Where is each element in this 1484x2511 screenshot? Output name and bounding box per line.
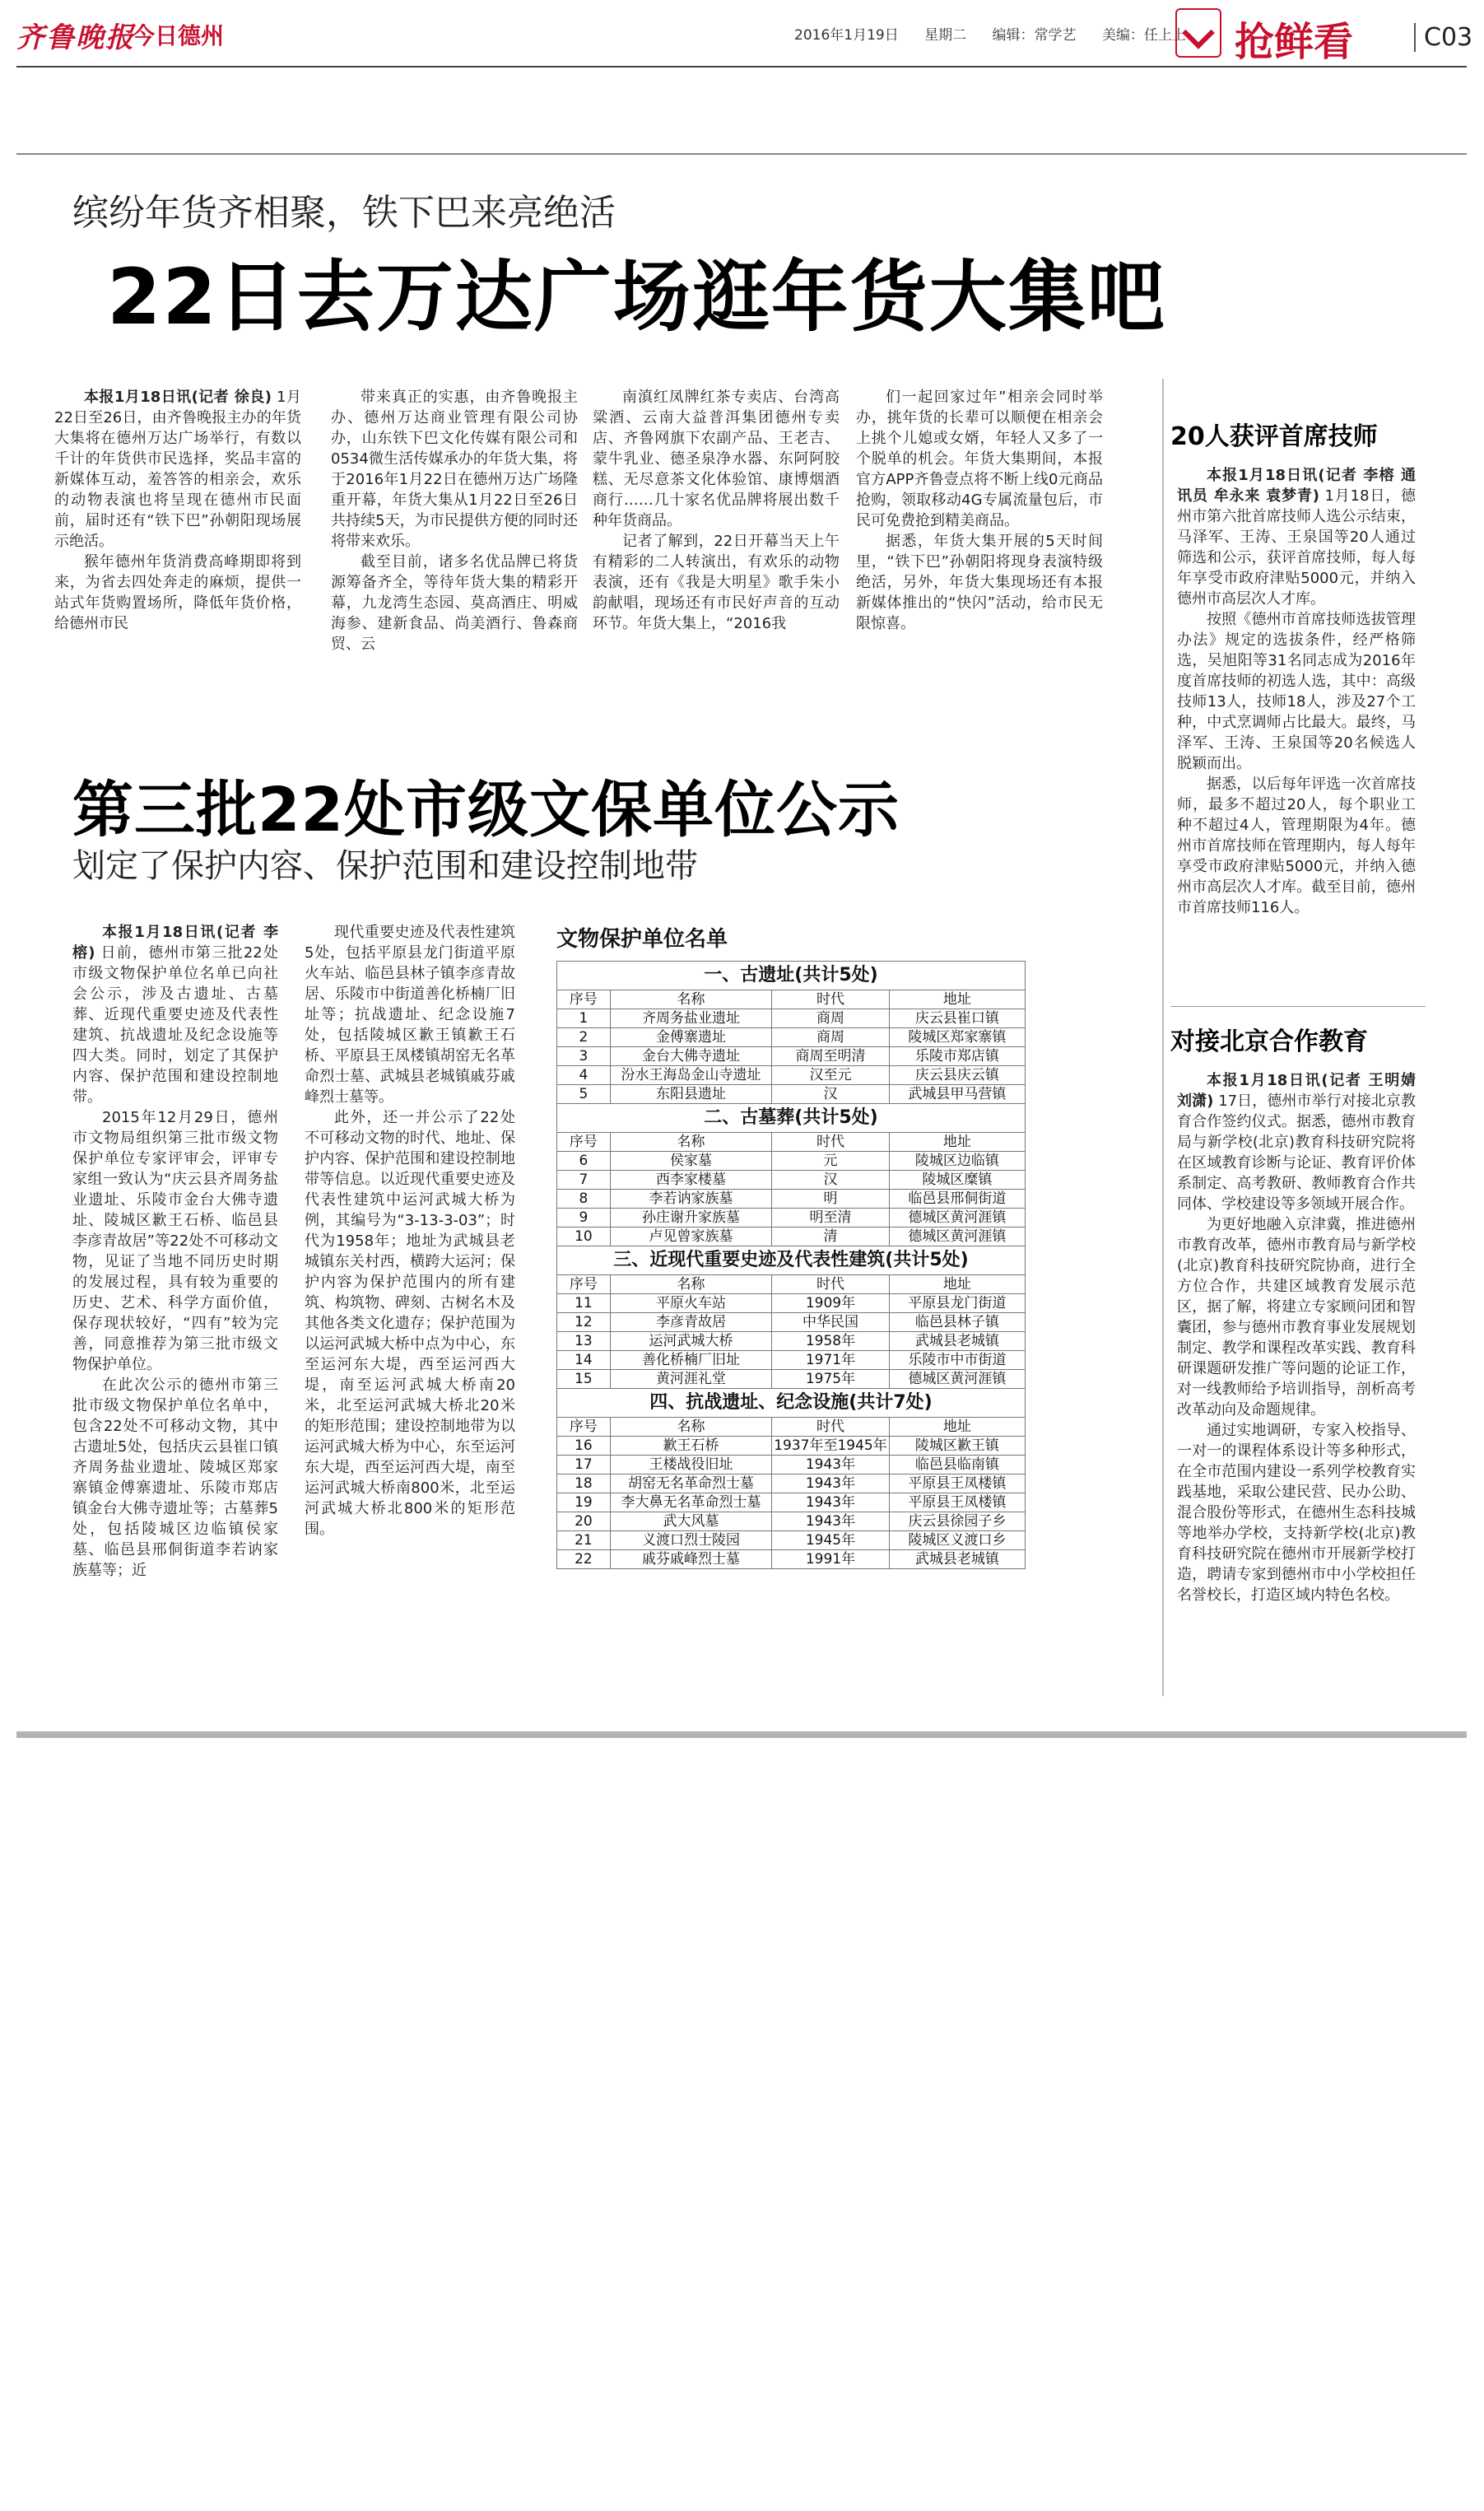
table-cell-name: 东阳县遗址 [610,1085,771,1104]
table-cell-name: 武大风墓 [610,1512,771,1531]
story1-col3-text: 南滇红凤牌红茶专卖店、台湾高粱酒、云南大益普洱集团德州专卖店、齐鲁网旗下农副产品、王老吉、蒙牛乳业、德圣泉净水器、东阿阿胶糕、无尽意茶文化体验馆、康博烟酒商行……几十家名优品牌将展出数千种年货商品。 [593,389,840,529]
table-cell-addr: 武城县老城镇 [889,1332,1025,1351]
table-cell-name: 李若讷家族墓 [610,1190,771,1209]
table-header-name: 名称 [610,990,771,1009]
table-cell-era: 明至清 [772,1209,890,1228]
table-header-era: 时代 [772,1275,890,1294]
table-cell-addr: 平原县王凤楼镇 [889,1493,1025,1512]
table-row [557,1437,1026,1456]
table-cell-name: 李彦青故居 [610,1313,771,1332]
issue-date: 2016年1月19日 [794,27,899,44]
story2-col2-text2: 此外，还一并公示了22处不可移动文物的时代、地址、保护内容、保护范围和建设控制地带等信息。以近现代重要史迹及代表性建筑中运河武城大桥为例，其编号为“3-13-3-03”；时代为1958年；地址为武城县老城镇东关村西，横跨大运河；保护内容为保护范围内的所有建筑、构筑物、碑刻、古树名木及其他各类文化遗存；保护范围为以运河武城大桥中点为中心，东至运河东大堤，西至运河西大堤，南至运河武城大桥南20米，北至运河武城大桥北20米的矩形范围；建设控制地带为以运河武城大桥为中心，东至运河东大堤，西至运河西大堤，南至运河武城大桥南800米，北至运河武城大桥北800米的矩形范围。 [305,1109,515,1538]
table-cell-addr: 庆云县徐园子乡 [889,1512,1025,1531]
table-row [557,1512,1026,1531]
table-header-era: 时代 [772,1133,890,1152]
table-cell-era: 元 [772,1152,890,1171]
table-cell-era: 1971年 [772,1351,890,1370]
weekday: 星期二 [924,27,967,44]
editor-credit: 编辑：常学艺 [992,27,1077,44]
table-cell-era: 1937年至1945年 [772,1437,890,1456]
side1-text2: 按照《德州市首席技师选拔管理办法》规定的选拔条件，经严格筛选，吴旭阳等31名同志成为2016年度首席技师的初选人选，其中：高级技师13人，技师18人，涉及27个工种，中式烹调师占比最大。最终，马泽军、王涛、王泉国等20名候选人脱颖而出。 [1177,611,1416,772]
table-cell-name: 卢见曾家族墓 [610,1228,771,1246]
table-cell-no: 2 [557,1028,611,1047]
side1-title: 20人获评首席技师 [1170,422,1378,451]
table-cell-era: 1991年 [772,1550,890,1569]
table-cell-addr: 乐陵市郑店镇 [889,1047,1025,1066]
table-header-no: 序号 [557,1133,611,1152]
table-header-no: 序号 [557,1275,611,1294]
table-cell-no: 5 [557,1085,611,1104]
table-cell-no: 22 [557,1550,611,1569]
table-cell-addr: 武城县甲马营镇 [889,1085,1025,1104]
table-cell-addr: 武城县老城镇 [889,1550,1025,1569]
table-row [557,1171,1026,1190]
table-cell-no: 7 [557,1171,611,1190]
story1-column-3 [593,387,840,700]
table-section-title: 二、古墓葬(共计5处) [557,1104,1026,1133]
table-cell-no: 17 [557,1456,611,1474]
header-rule [16,66,1467,68]
table-cell-addr: 临邑县临南镇 [889,1456,1025,1474]
table-row [557,1456,1026,1474]
table-cell-name: 王楼战役旧址 [610,1456,771,1474]
table-cell-addr: 陵城区义渡口乡 [889,1531,1025,1550]
table-cell-era: 汉至元 [772,1066,890,1085]
table-header-name: 名称 [610,1133,771,1152]
table-cell-name: 李大鼻无名革命烈士墓 [610,1493,771,1512]
column-badge: 抢鲜看 [1235,19,1354,65]
story1-col1-text2: 猴年德州年货消费高峰期即将到来，为省去四处奔走的麻烦，提供一站式年货购置场所，降低年货价格，给德州市民 [54,553,301,632]
table-cell-no: 1 [557,1009,611,1028]
table-row [557,1313,1026,1332]
story1-col4-text: 们一起回家过年”相亲会同时举办，挑年货的长辈可以顺便在相亲会上挑个儿媳或女婿，年轻人又多了一个脱单的机会。年货大集期间，本报官方APP齐鲁壹点将不断上线0元商品抢购，领取移动4G专属流量包后，市民可免费抢到精美商品。 [856,389,1103,529]
table-cell-addr: 临邑县邢侗街道 [889,1190,1025,1209]
story2-headline: 第三批22处市级文保单位公示 [72,775,900,846]
story1-column-2 [331,387,578,700]
table-cell-name: 胡窑无名革命烈士墓 [610,1474,771,1493]
table-row [557,1047,1026,1066]
side1-lead: 本报1月18日讯(记者 李榕 通讯员 牟永来 袁梦青) [1177,467,1416,505]
table-row [557,1066,1026,1085]
table-cell-era: 中华民国 [772,1313,890,1332]
section-name: 今日德州 [132,22,225,49]
table-cell-addr: 乐陵市中市街道 [889,1351,1025,1370]
table-header-era: 时代 [772,1418,890,1437]
table-cell-name: 金台大佛寺遗址 [610,1047,771,1066]
table-cell-name: 金傅寨遗址 [610,1028,771,1047]
table-row [557,1332,1026,1351]
table-header-addr: 地址 [889,1133,1025,1152]
table-header-addr: 地址 [889,990,1025,1009]
masthead-logo: 齐鲁晚报 [16,21,135,54]
table-cell-no: 21 [557,1531,611,1550]
table-cell-era: 清 [772,1228,890,1246]
table-cell-name: 善化桥楠厂旧址 [610,1351,771,1370]
side2-text3: 通过实地调研，专家入校指导、一对一的课程体系设计等多种形式，在全市范围内建设一系列学校教育实践基地，采取公建民营、民办公助、混合股份等形式，在德州生态科技城等地举办学校，支持新学校(北京)教育科技研究院在德州市开展新学校打造，聘请专家到德州市中小学校担任名誉校长，打造区域内特色名校。 [1177,1422,1416,1604]
table-cell-era: 1945年 [772,1531,890,1550]
table-cell-addr: 庆云县庆云镇 [889,1066,1025,1085]
table-cell-addr: 平原县王凤楼镇 [889,1474,1025,1493]
side2-title: 对接北京合作教育 [1170,1027,1368,1056]
table-cell-addr: 陵城区歉王镇 [889,1437,1025,1456]
table-cell-era: 1943年 [772,1493,890,1512]
table-row [557,1474,1026,1493]
table-row [557,1493,1026,1512]
table-row [557,1028,1026,1047]
side-rule [1170,1006,1426,1007]
story1-kicker: 缤纷年货齐相聚，铁下巴来亮绝活 [72,192,616,234]
table-header-addr: 地址 [889,1418,1025,1437]
table-cell-no: 14 [557,1351,611,1370]
table-row [557,1190,1026,1209]
table-cell-name: 孙庄谢升家族墓 [610,1209,771,1228]
table-cell-no: 18 [557,1474,611,1493]
table-header-name: 名称 [610,1418,771,1437]
heritage-table-block [556,922,1026,1569]
table-row [557,1009,1026,1028]
table-row [557,1370,1026,1389]
table-row [557,1085,1026,1104]
heritage-table [556,961,1026,1569]
header-meta [794,23,1207,44]
table-cell-no: 8 [557,1190,611,1209]
table-cell-no: 9 [557,1209,611,1228]
side2-body [1177,1070,1416,1712]
table-cell-era: 商周至明清 [772,1047,890,1066]
bookmark-icon [1175,8,1221,58]
table-title: 文物保护单位名单 [556,927,728,952]
table-cell-name: 戚芬戚峰烈士墓 [610,1550,771,1569]
table-section-title: 四、抗战遗址、纪念设施(共计7处) [557,1389,1026,1418]
story2-col1-text: 日前，德州市第三批22处市级文物保护单位名单已向社会公示，涉及古遗址、古墓葬、近现代重要史迹及代表性建筑、抗战遗址及纪念设施等四大类。同时，划定了其保护内容、保护范围和建设控制地带。 [72,944,278,1106]
story1-col2-text: 带来真正的实惠，由齐鲁晚报主办、德州万达商业管理有限公司协办，山东铁下巴文化传媒有限公司和0534微生活传媒承办的年货大集，将于2016年1月22日在德州万达广场隆重开幕，年货大集从1月22日至26日共持续5天，为市民提供方便的同时还将带来欢乐。 [331,389,578,550]
table-cell-era: 1975年 [772,1370,890,1389]
table-row [557,1531,1026,1550]
story1-col1-text: 1月22日至26日，由齐鲁晚报主办的年货大集将在德州万达广场举行，有数以千计的年货供市民选择，奖品丰富的新媒体互动，羞答答的相亲会，欢乐的动物表演也将呈现在德州市民面前，届时还有“铁下巴”孙朝阳现场展示绝活。 [54,389,301,550]
story2-subhead: 划定了保护内容、保护范围和建设控制地带 [72,847,698,885]
side1-body [1177,465,1416,1000]
table-header-no: 序号 [557,1418,611,1437]
table-row [557,1294,1026,1313]
table-cell-no: 13 [557,1332,611,1351]
story2-col2-text: 现代重要史迹及代表性建筑5处，包括平原县龙门街道平原火车站、临邑县林子镇李彦青故居、乐陵市中街道善化桥楠厂旧址等；抗战遗址、纪念设施7处，包括陵城区歉王镇歉王石桥、平原县王凤楼镇胡窑无名革命烈士墓、武城县老城镇戚芬戚峰烈士墓等。 [305,924,515,1106]
bottom-rule [16,1731,1467,1738]
story1-col3-text2: 记者了解到，22日开幕当天上午有精彩的二人转演出，有欢乐的动物表演，还有《我是大明星》歌手朱小韵献唱，现场还有市民好声音的互动环节。年货大集上，“2016我 [593,533,840,632]
table-cell-era: 1943年 [772,1456,890,1474]
designer-credit: 美编：任上上 [1101,27,1186,44]
table-cell-name: 汾水王海岛金山寺遗址 [610,1066,771,1085]
story1-headline: 22日去万达广场逛年货大集吧 [107,253,1166,342]
story2-column-2 [305,922,515,1717]
story2-column-1 [72,922,278,1717]
table-cell-no: 11 [557,1294,611,1313]
story1-column-4 [856,387,1103,700]
table-cell-addr: 庆云县崔口镇 [889,1009,1025,1028]
table-row [557,1152,1026,1171]
table-cell-name: 侯家墓 [610,1152,771,1171]
story1-column-1 [54,387,301,700]
table-cell-name: 歉王石桥 [610,1437,771,1456]
table-cell-era: 汉 [772,1085,890,1104]
side1-text: 1月18日，德州市第六批首席技师人选公示结束，马泽军、王涛、王泉国等20人通过筛选和公示，获评首席技师，每人每年享受市政府津贴5000元，并纳入德州市高层次人才库。 [1177,487,1416,608]
story2-col1-text3: 在此次公示的德州市第三批市级文物保护单位名单中，包含22处不可移动文物，其中古遗址5处，包括庆云县崔口镇齐周务盐业遗址、陵城区郑家寨镇金傅寨遗址、乐陵市郑店镇金台大佛寺遗址等；古墓葬5处，包括陵城区边临镇侯家墓、临邑县邢侗街道李若讷家族墓等；近 [72,1377,278,1579]
table-cell-no: 10 [557,1228,611,1246]
story2-col1-text2: 2015年12月29日，德州市文物局组织第三批市级文物保护单位专家评审会，评审专家组一致认为“庆云县齐周务盐业遗址、乐陵市金台大佛寺遗址、陵城区歉王石桥、临邑县李彦青故居”等22处不可移动文物，见证了当地不同历史时期的发展过程，具有较为重要的历史、艺术、科学方面价值，保存现状较好，“四有”较为完善，同意推荐为第三批市级文物保护单位。 [72,1109,278,1373]
table-cell-name: 义渡口烈士陵园 [610,1531,771,1550]
side2-text2: 为更好地融入京津冀，推进德州市教育改革，德州市教育局与新学校(北京)教育科技研究院协商，进行全方位合作，共建区域教育发展示范区，据了解，将建立专家顾问团和智囊团，参与德州市教育事业发展规划制定、教学和课程改革实践、教育科研课题研发推广等问题的论证工作，对一线教师给予培训指导，剖析高考改革动向及命题规律。 [1177,1216,1416,1419]
table-header-name: 名称 [610,1275,771,1294]
table-cell-no: 16 [557,1437,611,1456]
table-cell-no: 15 [557,1370,611,1389]
table-cell-name: 齐周务盐业遗址 [610,1009,771,1028]
table-row [557,1351,1026,1370]
table-cell-no: 3 [557,1047,611,1066]
table-cell-no: 6 [557,1152,611,1171]
page-number: C03 [1414,23,1472,52]
side2-lead: 本报1月18日讯(记者 王明婧 刘潇) [1177,1072,1416,1110]
table-row [557,1228,1026,1246]
table-header-no: 序号 [557,990,611,1009]
table-cell-no: 20 [557,1512,611,1531]
table-cell-era: 1958年 [772,1332,890,1351]
table-cell-name: 黄河涯礼堂 [610,1370,771,1389]
table-cell-addr: 平原县龙门街道 [889,1294,1025,1313]
side-divider [1162,379,1164,1696]
table-cell-no: 12 [557,1313,611,1332]
table-cell-addr: 德城区黄河涯镇 [889,1209,1025,1228]
table-header-era: 时代 [772,990,890,1009]
table-cell-era: 1943年 [772,1512,890,1531]
table-cell-era: 明 [772,1190,890,1209]
table-cell-addr: 陵城区郑家寨镇 [889,1028,1025,1047]
table-row [557,1209,1026,1228]
table-cell-name: 平原火车站 [610,1294,771,1313]
table-cell-addr: 陵城区糜镇 [889,1171,1025,1190]
table-section-title: 三、近现代重要史迹及代表性建筑(共计5处) [557,1246,1026,1275]
table-cell-era: 1943年 [772,1474,890,1493]
table-cell-era: 商周 [772,1009,890,1028]
table-row [557,1550,1026,1569]
story2-lead: 本报1月18日讯(记者 李榕) [72,924,278,962]
table-cell-no: 19 [557,1493,611,1512]
table-cell-no: 4 [557,1066,611,1085]
story1-col4-text2: 据悉，年货大集开展的5天时间里，“铁下巴”孙朝阳将现身表演特级绝活，另外，年货大集现场还有本报新媒体推出的“快闪”活动，给市民无限惊喜。 [856,533,1103,632]
table-cell-name: 运河武城大桥 [610,1332,771,1351]
story1-col2-text2: 截至目前，诸多名优品牌已将货源筹备齐全，等待年货大集的精彩开幕，九龙湾生态园、莫高酒庄、明威海参、建新食品、尚美酒行、鲁森商贸、云 [331,553,578,653]
story1-lead: 本报1月18日讯(记者 徐良) [84,389,272,406]
table-cell-addr: 德城区黄河涯镇 [889,1370,1025,1389]
table-cell-name: 西李家楼墓 [610,1171,771,1190]
table-cell-addr: 德城区黄河涯镇 [889,1228,1025,1246]
table-header-addr: 地址 [889,1275,1025,1294]
table-cell-era: 1909年 [772,1294,890,1313]
table-cell-addr: 临邑县林子镇 [889,1313,1025,1332]
table-cell-era: 商周 [772,1028,890,1047]
table-section-title: 一、古遗址(共计5处) [557,962,1026,990]
side1-text3: 据悉，以后每年评选一次首席技师，最多不超过20人，每个职业工种不超过4人，管理期限为4年。德州市首席技师在管理期内，每人每年享受市政府津贴5000元，并纳入德州市高层次人才库。截至目前，德州市首席技师116人。 [1177,776,1416,916]
top-rule [16,153,1467,155]
table-cell-addr: 陵城区边临镇 [889,1152,1025,1171]
table-cell-era: 汉 [772,1171,890,1190]
side2-text: 17日，德州市举行对接北京教育合作签约仪式。据悉，德州市教育局与新学校(北京)教育科技研究院将在区域教育诊断与论证、教育评价体系制定、高考教研、教师教育合作共同体、学校建设等多领域开展合作。 [1177,1092,1416,1213]
